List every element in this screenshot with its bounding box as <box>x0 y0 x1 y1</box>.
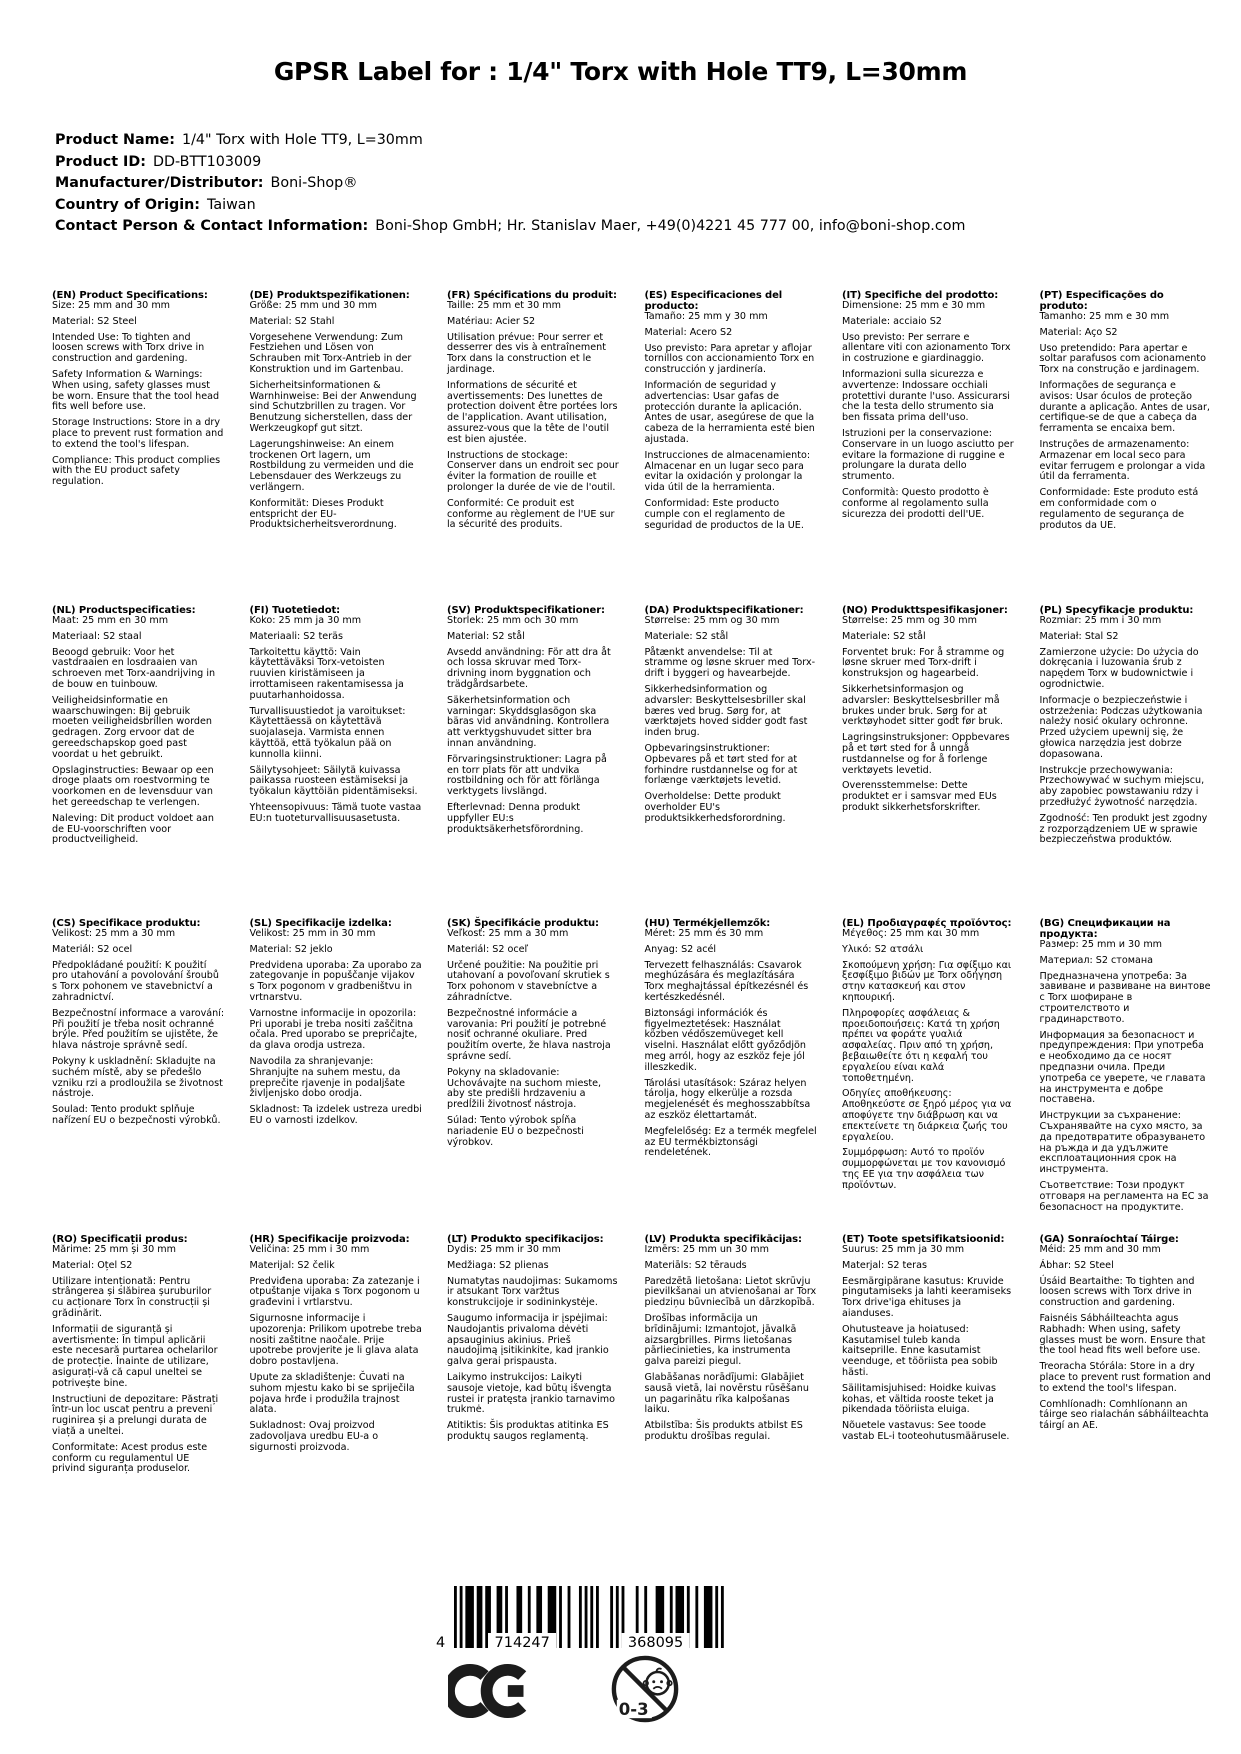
spec-paragraph: Sukladnost: Ovaj proizvod zadovoljava uredbu EU-a o sigurnosti proizvoda. <box>249 1420 379 1453</box>
spec-block-title: (ES) Especificaciones del producto: <box>644 290 783 312</box>
spec-paragraph: Safety Information & Warnings: When using, safety glasses must be worn. Ensure that the tool head fits well before use. <box>52 368 220 413</box>
spec-paragraph: Größe: 25 mm und 30 mm <box>249 300 378 311</box>
spec-block-sk <box>447 918 645 1234</box>
spec-block-et <box>842 1234 1040 1475</box>
spec-paragraph: Πληροφορίες ασφάλειας & προειδοποιήσεις: Κατά τη χρήση πρέπει να φοράτε γυαλιά ασφαλείας. Πριν από τη χρήση, βεβαιωθείτε ότι η κεφαλή του εργαλείου είναι καλά τοποθετημένη. <box>842 1007 1000 1084</box>
spec-paragraph: Size: 25 mm and 30 mm <box>52 300 171 311</box>
spec-paragraph: Anyag: S2 acél <box>644 943 717 955</box>
spec-paragraph: Materiał: Stal S2 <box>1039 630 1119 642</box>
spec-paragraph: Zgodność: Ten produkt jest zgodny z rozporządzeniem UE w sprawie bezpieczeństwa produktów. <box>1039 812 1208 846</box>
spec-block-bg <box>1040 918 1238 1234</box>
spec-paragraph: Maat: 25 mm en 30 mm <box>52 615 169 626</box>
spec-block-title: (GA) Sonraíochtaí Táirge: <box>1039 1234 1179 1245</box>
spec-paragraph: Materiál: S2 oceľ <box>447 943 529 955</box>
ce-mark-icon <box>448 1662 530 1720</box>
spec-paragraph: Předpokládané použití: K použití pro utahování a povolování šroubů s Torx pohonem ve stavebnictví a zahradnictví. <box>52 959 219 1003</box>
product-info-value: DD-BTT103009 <box>152 153 262 170</box>
spec-block-title: (ET) Toote spetsifikatsioonid: <box>842 1234 1005 1245</box>
spec-paragraph: Úsáid Beartaithe: To tighten and loosen screws with Torx drive in construction and gardening. <box>1039 1275 1195 1309</box>
spec-paragraph: Størrelse: 25 mm og 30 mm <box>842 615 977 626</box>
spec-paragraph: Sikkerhetsinformasjon og advarsler: Beskyttelsesbriller må brukes under bruk. Sørg for at verktøyhodet sitter godt før bruk. <box>842 683 1004 728</box>
spec-paragraph: Información de seguridad y advertencias: Usar gafas de protección durante la aplicación. Antes de usar, asegúrese de que la cabeza de la herramienta esté bien ajustada. <box>644 379 815 445</box>
spec-paragraph: Určené použitie: Na použitie pri utahovaní a povoľovaní skrutiek s Torx pohonom v stavebníctve a záhradníctve. <box>447 959 610 1003</box>
spec-block-title: (SV) Produktspecifikationer: <box>447 605 605 616</box>
spec-paragraph: Instruções de armazenamento: Armazenar em local seco para evitar ferrugem e prolongar a vida útil da ferramenta. <box>1039 438 1206 483</box>
spec-block-body <box>250 616 423 825</box>
age-warning <box>610 1654 680 1728</box>
spec-block-body <box>645 312 818 531</box>
product-info-value: 1/4" Torx with Hole TT9, L=30mm <box>181 132 423 148</box>
spec-paragraph: Tárolási utasítások: Száraz helyen tárolja, hogy elkerülje a rozsda megjelenését és meghosszabbítsa az eszköz élettartamát. <box>644 1077 811 1121</box>
spec-paragraph: Turvallisuustiedot ja varoitukset: Käytettäessä on käytettävä suojalaseja. Varmista ennen käyttöä, että työkalun pää on kunnolla kiinni. <box>249 705 406 760</box>
barcode-lead-digit: 4 <box>436 1635 446 1650</box>
spec-block-title: (DA) Produktspecifikationer: <box>644 605 804 616</box>
spec-paragraph: Σκοπούμενη χρήση: Για σφίξιμο και ξεσφίξιμο βιδών με Torx οδήγηση στην κατασκευή και στον κηπουρική. <box>842 959 1012 1003</box>
spec-paragraph: Treoracha Stórála: Store in a dry place to prevent rust formation and to extend the tool's lifespan. <box>1039 1361 1211 1394</box>
spec-block-en <box>52 290 250 605</box>
spec-paragraph: Conformidad: Este producto cumple con el reglamento de seguridad de productos de la UE. <box>644 497 804 531</box>
spec-block-body <box>1040 616 1213 846</box>
spec-block-body <box>52 616 225 846</box>
spec-block-it <box>842 290 1040 605</box>
spec-paragraph: Naleving: Dit product voldoet aan de EU-voorschriften voor productveiligheid. <box>52 812 214 846</box>
product-info-label: Manufacturer/Distributor: <box>55 175 264 192</box>
spec-paragraph: Material: S2 Stahl <box>249 315 335 327</box>
spec-paragraph: Pokyny na skladovanie: Uchovávajte na suchom mieste, aby ste predišli hrdzaveniu a predĺžili životnosť nástroja. <box>447 1066 602 1111</box>
spec-paragraph: Предназначена употреба: За завиване и развиване на винтове с Torx шофиране в строителството и градинарството. <box>1039 970 1211 1025</box>
spec-paragraph: Veličina: 25 mm i 30 mm <box>249 1244 370 1255</box>
spec-paragraph: Υλικό: S2 ατσάλι <box>842 943 924 955</box>
product-info-row <box>55 152 965 174</box>
spec-paragraph: Veiligheidsinformatie en waarschuwingen: Bij gebruik moeten veiligheidsbrillen worden gedragen. Zorg ervoor dat de gereedschapskop goed past voordat u het gebruikt. <box>52 694 212 760</box>
spec-paragraph: Overholdelse: Dette produkt overholder EU's produktsikkerhedsforordning. <box>644 791 786 824</box>
spec-block-pt <box>1040 290 1238 605</box>
spec-block-title: (BG) Спецификации на продукта: <box>1039 918 1171 940</box>
spec-paragraph: Informazioni sulla sicurezza e avvertenze: Indossare occhiali protettivi durante l'uso. Assicurarsi che la testa dello strumento sia ben fissata prima dell'uso. <box>842 368 1010 424</box>
spec-paragraph: Materjal: S2 teras <box>842 1259 927 1271</box>
spec-paragraph: Materiale: acciaio S2 <box>842 315 942 327</box>
spec-paragraph: Atbilstība: Šis produkts atbilst ES produktu drošības regulai. <box>644 1420 803 1442</box>
spec-paragraph: Conformitate: Acest produs este conform cu regulamentul UE privind siguranța produselor. <box>52 1441 208 1475</box>
spec-paragraph: Instrukcje przechowywania: Przechowywać w suchym miejscu, aby zapobiec powstawaniu rdzy i przedłużyć żywotność narzędzia. <box>1039 764 1205 808</box>
spec-block-title: (PT) Especificações do produto: <box>1039 290 1164 312</box>
product-info-label: Contact Person & Contact Information: <box>55 218 369 235</box>
ean13-barcode-icon <box>430 1586 740 1650</box>
spec-paragraph: Materiaali: S2 teräs <box>249 630 344 642</box>
spec-block-fr <box>447 290 645 605</box>
spec-paragraph: Съответствие: Този продукт отговаря на регламента на ЕС за безопасност на продуктите. <box>1039 1179 1209 1213</box>
spec-paragraph: Megfelelőség: Ez a termék megfelel az EU termékbiztonsági rendeletének. <box>644 1125 817 1159</box>
baby-face-icon <box>644 1669 672 1695</box>
spec-paragraph: Opslaginstructies: Bewaar op een droge plaats om roestvorming te voorkomen en de levensduur van het gereedschap te verlengen. <box>52 764 214 808</box>
spec-grid <box>52 290 1237 1475</box>
spec-paragraph: Velikost: 25 mm a 30 mm <box>52 928 176 939</box>
spec-paragraph: Zamierzone użycie: Do użycia do dokręcania i luzowania śrub z napędem Torx w budownictwie i ogrodnictwie. <box>1039 646 1199 690</box>
spec-block-body <box>52 301 225 488</box>
barcode <box>430 1586 740 1654</box>
spec-paragraph: Dimensione: 25 mm e 30 mm <box>842 300 986 311</box>
spec-paragraph: Biztonsági információk és figyelmeztetések: Használat közben védőszemüveget kell viselni. Használat előtt győződjön meg arról, hogy az eszköz feje jól illeszkedik. <box>644 1007 806 1073</box>
spec-paragraph: Konformität: Dieses Produkt entspricht der EU-Produktsicherheitsverordnung. <box>249 497 397 531</box>
spec-block-body <box>447 929 620 1148</box>
spec-paragraph: Informações de segurança e avisos: Usar óculos de proteção durante a aplicação. Antes de usar, certifique-se de que a cabeça da ferramenta se encaixa bem. <box>1039 379 1210 435</box>
spec-block-body <box>842 616 1015 814</box>
spec-paragraph: Paredzētā lietošana: Lietot skrūvju pievilkšanai un atvienošanai ar Torx piedziņu būvniecībā un dārzkopībā. <box>644 1275 817 1309</box>
spec-paragraph: Informații de siguranță și avertismente: În timpul aplicării este necesară purtarea ochelarilor de protecție. Înainte de utilizare, asigurați-vă că capul uneltei se potrivește bine. <box>52 1323 218 1389</box>
spec-paragraph: Laikymo instrukcijos: Laikyti sausoje vietoje, kad būtų išvengta rustei ir pratęsta įrankio tarnavimo trukmė. <box>447 1371 615 1416</box>
spec-block-fi <box>250 605 448 918</box>
spec-block-body <box>447 301 620 531</box>
spec-paragraph: Suurus: 25 mm ja 30 mm <box>842 1244 965 1255</box>
spec-paragraph: Conformità: Questo prodotto è conforme al regolamento sulla sicurezza dei prodotti dell'UE. <box>842 486 989 520</box>
spec-paragraph: Dydis: 25 mm ir 30 mm <box>447 1244 561 1255</box>
spec-block-body <box>447 616 620 835</box>
spec-paragraph: Ábhar: S2 Steel <box>1039 1259 1114 1271</box>
spec-paragraph: Predviđena uporaba: Za zatezanje i otpuštanje vijaka s Torx pogonom u građevini i vrtlarstvu. <box>249 1275 420 1309</box>
spec-paragraph: Forventet bruk: For å stramme og løsne skruer med Torx-drift i konstruksjon og hagearbeid. <box>842 646 1005 680</box>
product-info-row <box>55 173 965 195</box>
product-info-value: Boni-Shop® <box>270 175 358 192</box>
spec-paragraph: Glabāšanas norādījumi: Glabājiet sausā vietā, lai novērstu rūsēšanu un pagarinātu rīka kalpošanas laiku. <box>644 1371 809 1416</box>
spec-block-lt <box>447 1234 645 1475</box>
spec-paragraph: Säkerhetsinformation och varningar: Skyddsglasögon ska bäras vid användning. Kontrollera att verktygshuvudet sitter bra innan användning. <box>447 694 610 749</box>
spec-block-body <box>1040 1245 1213 1432</box>
spec-paragraph: Информация за безопасност и предупреждения: При употреба е необходимо да се носят предпазни очила. Преди употреба се уверете, че главата на инструмента е добре поставена. <box>1039 1029 1206 1106</box>
spec-paragraph: Eesmärgipärane kasutus: Kruvide pingutamiseks ja lahti keeramiseks Torx drive'iga ehituses ja aianduses. <box>842 1275 1012 1319</box>
spec-block-title: (FI) Tuotetiedot: <box>249 605 341 616</box>
spec-paragraph: Инструкции за съхранение: Съхранявайте на сухо място, за да предотвратите образуването на ръжда и да удължите експлоатационния срок на инструмента. <box>1039 1110 1206 1176</box>
spec-paragraph: Conformidade: Este produto está em conformidade com o regulamento de segurança de produtos da UE. <box>1039 487 1199 531</box>
spec-paragraph: Méid: 25 mm and 30 mm <box>1039 1244 1161 1255</box>
spec-paragraph: Sikkerhedsinformation og advarsler: Beskyttelsesbriller skal bæres ved brug. Sørg for, at værktøjets hoved sidder godt fast inden brug. <box>644 683 808 739</box>
age-range-label: 0-3 <box>618 1699 649 1719</box>
spec-paragraph: Avsedd användning: För att dra åt och lossa skruvar med Torx-drivning inom byggnation och trädgårdsarbete. <box>447 646 611 690</box>
spec-block-body <box>842 929 1015 1192</box>
spec-paragraph: Ohutusteave ja hoiatused: Kasutamisel tuleb kanda kaitseprille. Enne kasutamist veenduge, et tööriista pea sobib hästi. <box>842 1323 998 1378</box>
barcode-right-digits: 368095 <box>627 1635 684 1650</box>
spec-block-body <box>447 1245 620 1443</box>
spec-paragraph: Drošības informācija un brīdinājumi: Izmantojot, jāvalkā aizsargbrilles. Pirms lietošanas pārliecinieties, ka instrumenta galva pareizi piegul. <box>644 1312 797 1368</box>
product-info-value: Taiwan <box>207 196 256 213</box>
spec-paragraph: Οδηγίες αποθήκευσης: Αποθηκεύστε σε ξηρό μέρος για να αποφύγετε την διάβρωση και να επεκτείνετε τη διάρκεια ζωής του εργαλείου. <box>842 1088 1012 1143</box>
spec-paragraph: Material: Acero S2 <box>644 326 733 338</box>
spec-block-body <box>52 929 225 1127</box>
spec-block-title: (FR) Spécifications du produit: <box>447 290 617 301</box>
spec-paragraph: Sicherheitsinformationen & Warnhinweise: Bei der Anwendung sind Schutzbrillen zu tragen. Vor Benutzung sicherstellen, dass der Werkzeugkopf gut sitzt. <box>249 379 417 434</box>
spec-block-body <box>250 301 423 531</box>
spec-block-title: (HR) Specifikacije proizvoda: <box>249 1234 410 1245</box>
spec-paragraph: Intended Use: To tighten and loosen screws with Torx drive in construction and gardening. <box>52 331 205 365</box>
spec-paragraph: Opbevaringsinstruktioner: Opbevares på et tørt sted for at forhindre rustdannelse og for at forlænge værktøjets levetid. <box>644 742 798 787</box>
spec-block-pl <box>1040 605 1238 918</box>
spec-block-title: (EL) Προδιαγραφές προϊόντος: <box>842 918 1012 929</box>
spec-paragraph: Pokyny k uskladnění: Skladujte na suchém místě, aby se předešlo vzniku rzi a prodloužila se životnost nástroje. <box>52 1055 223 1100</box>
spec-block-title: (CS) Specifikace produktu: <box>52 918 201 929</box>
spec-paragraph: Materiāls: S2 tērauds <box>644 1259 747 1271</box>
spec-block-title: (LT) Produkto specifikacijos: <box>447 1234 604 1245</box>
spec-block-nl <box>52 605 250 918</box>
spec-paragraph: Méret: 25 mm és 30 mm <box>644 928 764 939</box>
spec-paragraph: Tervezett felhasználás: Csavarok meghúzására és meglazítására Torx meghajtással építkezésnél és kertészkedésnél. <box>644 959 809 1003</box>
spec-paragraph: Sigurnosne informacije i upozorenja: Prilikom upotrebe treba nositi zaštitne naočale. Prije upotrebe provjerite je li glava alata dobro postavljena. <box>249 1312 422 1368</box>
spec-paragraph: Størrelse: 25 mm og 30 mm <box>644 615 780 626</box>
spec-paragraph: Tamanho: 25 mm e 30 mm <box>1039 311 1170 322</box>
spec-paragraph: Instrucciones de almacenamiento: Almacenar en un lugar seco para evitar la oxidación y prolongar la vida útil de la herramienta. <box>644 449 811 494</box>
spec-paragraph: Uso previsto: Per serrare e allentare viti con azionamento Torx in costruzione e giardinaggio. <box>842 331 1011 365</box>
spec-block-title: (SL) Specifikacije izdelka: <box>249 918 392 929</box>
spec-block-body <box>645 929 818 1159</box>
spec-paragraph: Istruzioni per la conservazione: Conservare in un luogo asciutto per evitare la formazione di ruggine e prolungare la durata dello strumento. <box>842 427 1014 483</box>
product-info-row <box>55 195 965 217</box>
spec-block-de <box>250 290 448 605</box>
spec-block-title: (HU) Termékjellemzők: <box>644 918 771 929</box>
spec-paragraph: Súlad: Tento výrobok spĺňa nariadenie EÚ o bezpečnosti výrobkov. <box>447 1114 584 1148</box>
spec-paragraph: Upute za skladištenje: Čuvati na suhom mjestu kako bi se spriječila pojava hrđe i produžila trajnost alata. <box>249 1371 415 1416</box>
spec-paragraph: Materijal: S2 čelik <box>249 1259 335 1271</box>
spec-paragraph: Lagringsinstruksjoner: Oppbevares på et tørt sted for å unngå rustdannelse og for å forlenge verktøyets levetid. <box>842 732 1010 776</box>
spec-block-hr <box>250 1234 448 1475</box>
spec-block-body <box>645 1245 818 1443</box>
spec-block-lv <box>645 1234 843 1475</box>
spec-block-title: (LV) Produkta specifikācijas: <box>644 1234 802 1245</box>
spec-block-ro <box>52 1234 250 1475</box>
spec-paragraph: Soulad: Tento produkt splňuje nařízení EU o bezpečnosti výrobků. <box>52 1104 221 1126</box>
product-info-label: Country of Origin: <box>55 196 201 213</box>
spec-paragraph: Storlek: 25 mm och 30 mm <box>447 615 579 626</box>
spec-paragraph: Förvaringsinstruktioner: Lagra på en torr plats för att undvika rostbildning och för att förlänga verktygets livslängd. <box>447 753 607 798</box>
product-info-row <box>55 216 965 238</box>
spec-paragraph: Материал: S2 стомана <box>1039 954 1154 966</box>
spec-block-title: (EN) Product Specifications: <box>52 290 208 301</box>
page-title: GPSR Label for : 1/4" Torx with Hole TT9, L=30mm <box>273 57 968 86</box>
spec-paragraph: Utilizare intenționată: Pentru strângerea și slăbirea șuruburilor cu acționare Torx în construcții și grădinărit. <box>52 1275 212 1319</box>
spec-block-cs <box>52 918 250 1234</box>
spec-paragraph: Instructions de stockage: Conserver dans un endroit sec pour éviter la formation de rouille et prolonger la durée de vie de l'outil. <box>447 449 619 493</box>
spec-paragraph: Matériau: Acier S2 <box>447 315 536 327</box>
barcode-left-digits: 714247 <box>494 1635 550 1650</box>
spec-paragraph: Informacje o bezpieczeństwie i ostrzeżenia: Podczas użytkowania należy nosić okulary ochronne. Przed użyciem upewnij się, że głowica narzędzia jest dobrze dopasowana. <box>1039 694 1203 760</box>
spec-paragraph: Размер: 25 mm и 30 mm <box>1039 939 1163 950</box>
spec-paragraph: Beoogd gebruik: Voor het vastdraaien en losdraaien van schroeven met Torx-aandrijving in de bouw en tuinbouw. <box>52 646 216 690</box>
spec-block-ga <box>1040 1234 1238 1475</box>
spec-paragraph: Vorgesehene Verwendung: Zum Festziehen und Lösen von Schrauben mit Torx-Antrieb in der Konstruktion und im Gartenbau. <box>249 331 412 375</box>
spec-paragraph: Material: Aço S2 <box>1039 326 1118 338</box>
spec-paragraph: Numatytas naudojimas: Sukamoms ir atsukant Torx varžtus konstrukcijoje ir sodininkystėje. <box>447 1275 618 1309</box>
spec-block-body <box>52 1245 225 1475</box>
spec-block-body <box>645 616 818 825</box>
spec-paragraph: Bezpečnostné informácie a varovania: Pri použití je potrebné nosiť ochranné okuliare. Pred použitím overte, že hlava nastroja správne sedí. <box>447 1007 611 1062</box>
product-info-row <box>55 130 965 152</box>
spec-paragraph: Μέγεθος: 25 mm και 30 mm <box>842 928 980 939</box>
spec-block-body <box>250 929 423 1127</box>
spec-paragraph: Mărime: 25 mm și 30 mm <box>52 1244 176 1255</box>
spec-paragraph: Yhteensopivuus: Tämä tuote vastaa EU:n tuoteturvallisuusasetusta. <box>249 801 422 824</box>
spec-paragraph: Compliance: This product complies with the EU product safety regulation. <box>52 454 221 488</box>
spec-paragraph: Varnostne informacije in opozorila: Pri uporabi je treba nositi zaščitna očala. Pred uporabo se prepričajte, da glava orodja ustreza. <box>249 1007 418 1052</box>
spec-paragraph: Materiál: S2 ocel <box>52 943 133 955</box>
spec-paragraph: Material: Oțel S2 <box>52 1259 133 1271</box>
spec-paragraph: Συμμόρφωση: Αυτό το προϊόν συμμορφώνεται με τον κανονισμό της ΕΕ για την ασφάλεια των προϊόντων. <box>842 1147 1006 1191</box>
spec-paragraph: Faisnéis Sábháilteachta agus Rabhadh: When using, safety glasses must be worn. Ensure that the tool head fits well before use. <box>1039 1312 1206 1357</box>
spec-block-sl <box>250 918 448 1234</box>
spec-paragraph: Uso previsto: Para apretar y aflojar tornillos con accionamiento Torx en construcción y jardinería. <box>644 342 815 376</box>
spec-paragraph: Comhlíonadh: Comhlíonann an táirge seo rialachán sábháilteachta táirgí an AE. <box>1039 1398 1209 1432</box>
spec-block-es <box>645 290 843 605</box>
spec-block-sv <box>447 605 645 918</box>
spec-paragraph: Nõuetele vastavus: See toode vastab EL-i tooteohutusmäärusele. <box>842 1420 1010 1442</box>
spec-paragraph: Efterlevnad: Denna produkt uppfyller EU:s produktsäkerhetsförordning. <box>447 801 584 835</box>
spec-block-no <box>842 605 1040 918</box>
spec-paragraph: Tamaño: 25 mm y 30 mm <box>644 311 768 322</box>
spec-paragraph: Koko: 25 mm ja 30 mm <box>249 615 362 626</box>
spec-block-da <box>645 605 843 918</box>
spec-paragraph: Påtænkt anvendelse: Til at stramme og løsne skruer med Torx-drift i byggeri og havearbejde. <box>644 646 816 680</box>
spec-block-body <box>842 1245 1015 1443</box>
spec-paragraph: Medžiaga: S2 plienas <box>447 1259 549 1271</box>
spec-paragraph: Navodila za shranjevanje: Shranjujte na suhem mestu, da preprečite rjavenje in podaljšate življenjsko dobo orodja. <box>249 1055 405 1100</box>
spec-paragraph: Storage Instructions: Store in a dry place to prevent rust formation and to extend the tool's lifespan. <box>52 417 224 450</box>
spec-block-title: (PL) Specyfikacje produktu: <box>1039 605 1194 616</box>
spec-paragraph: Säilytysohjeet: Säilytä kuivassa paikassa ruosteen estämiseksi ja työkalun käyttöiän pidentämiseksi. <box>249 764 418 798</box>
spec-block-hu <box>645 918 843 1234</box>
spec-block-body <box>1040 940 1213 1213</box>
spec-paragraph: Saugumo informacija ir įspėjimai: Naudojantis privaloma dėvėti apsauginius akinius. Prieš naudojimą įsitikinkite, kad įrankio galva gerai prispausta. <box>447 1312 609 1368</box>
spec-paragraph: Material: S2 stål <box>447 630 525 642</box>
age-warning-0-3-icon <box>610 1654 680 1724</box>
spec-paragraph: Izmērs: 25 mm un 30 mm <box>644 1244 769 1255</box>
spec-paragraph: Tarkoitettu käyttö: Vain käytettäväksi Torx-vetoisten ruuvien kiristämiseen ja irrottamiseen rakentamisessa ja puutarhanhoidossa. <box>249 646 404 701</box>
product-info-label: Product ID: <box>55 153 146 170</box>
spec-paragraph: Säilitamisjuhised: Hoidke kuivas kohas, et vältida rooste teket ja pikendada tööriista eluiga. <box>842 1382 996 1416</box>
spec-paragraph: Materiale: S2 stål <box>842 630 926 642</box>
spec-paragraph: Utilisation prévue: Pour serrer et desserrer des vis à entraînement Torx dans la construction et le jardinage. <box>447 331 606 375</box>
spec-block-body <box>1040 312 1213 531</box>
product-info <box>55 130 965 238</box>
spec-paragraph: Veľkosť: 25 mm a 30 mm <box>447 928 569 939</box>
spec-paragraph: Overensstemmelse: Dette produktet er i samsvar med EUs produkt sikkerhetsforskrifter. <box>842 780 997 813</box>
spec-block-title: (SK) Špecifikácie produktu: <box>447 918 599 929</box>
spec-paragraph: Velikost: 25 mm in 30 mm <box>249 928 376 939</box>
spec-block-title: (NL) Productspecificaties: <box>52 605 196 616</box>
spec-paragraph: Rozmiar: 25 mm i 30 mm <box>1039 615 1162 626</box>
spec-paragraph: Lagerungshinweise: An einem trockenen Ort lagern, um Rostbildung zu vermeiden und die Lebensdauer des Werkzeugs zu verlängern. <box>249 438 414 493</box>
spec-block-title: (NO) Produkttspesifikasjoner: <box>842 605 1008 616</box>
spec-paragraph: Bezpečnostní informace a varování: Při použití je třeba nosit ochranné brýle. Před použitím se ujistěte, že hlava nástroje správně sedí. <box>52 1007 225 1052</box>
product-info-value: Boni-Shop GmbH; Hr. Stanislav Maer, +49(0)4221 45 777 00, info@boni-shop.com <box>375 218 966 235</box>
spec-paragraph: Conformité: Ce produit est conforme au règlement de l'UE sur la sécurité des produits. <box>447 497 615 531</box>
spec-block-title: (RO) Specificații produs: <box>52 1234 188 1245</box>
spec-block-el <box>842 918 1040 1234</box>
spec-block-title: (IT) Specifiche del prodotto: <box>842 290 999 301</box>
spec-paragraph: Materiaal: S2 staal <box>52 630 142 642</box>
spec-block-body <box>250 1245 423 1454</box>
spec-paragraph: Materiale: S2 stål <box>644 630 729 642</box>
spec-paragraph: Material: S2 Steel <box>52 315 137 327</box>
product-info-label: Product Name: <box>55 132 175 148</box>
spec-block-title: (DE) Produktspezifikationen: <box>249 290 410 301</box>
spec-paragraph: Informations de sécurité et avertissements: Des lunettes de protection doivent être portées lors de l'application. Avant utilisation, assurez-vous que la tête de l'outil est bien ajustée. <box>447 379 618 445</box>
spec-paragraph: Uso pretendido: Para apertar e soltar parafusos com acionamento Torx na construção e jardinagem. <box>1039 342 1206 376</box>
spec-paragraph: Atitiktis: Šis produktas atitinka ES produktų saugos reglamentą. <box>447 1420 609 1442</box>
spec-paragraph: Skladnost: Ta izdelek ustreza uredbi EU o varnosti izdelkov. <box>249 1104 422 1126</box>
spec-paragraph: Taille: 25 mm et 30 mm <box>447 300 561 311</box>
ce-mark <box>448 1662 530 1724</box>
spec-paragraph: Predvidena uporaba: Za uporabo za zategovanje in popuščanje vijakov s Torx pogonom v gradbeništvu in vrtnarstvu. <box>249 959 422 1003</box>
spec-paragraph: Material: S2 jeklo <box>249 943 333 955</box>
spec-block-body <box>842 301 1015 520</box>
spec-paragraph: Instrucțiuni de depozitare: Păstrați într-un loc uscat pentru a preveni ruginirea și a prelungi durata de viață a uneltei. <box>52 1393 219 1437</box>
